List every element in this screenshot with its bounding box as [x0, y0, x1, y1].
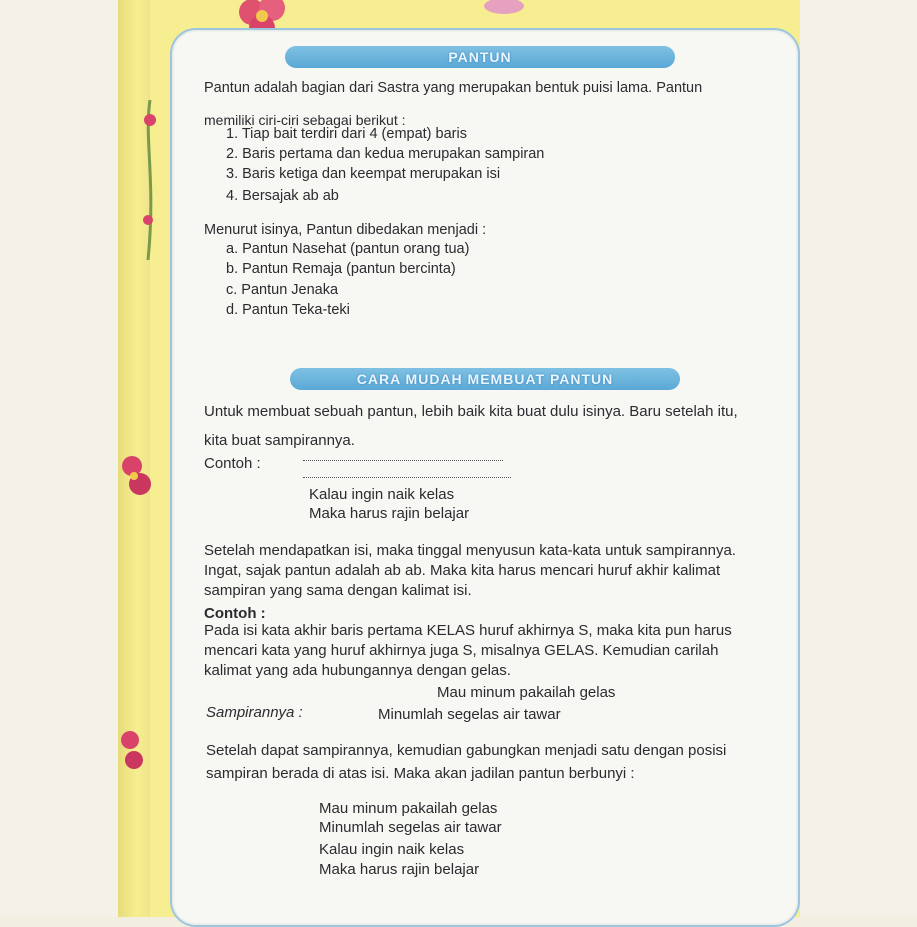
jenis-item: d. Pantun Teka-teki	[226, 302, 350, 318]
sampiran-line: Mau minum pakailah gelas	[437, 684, 616, 701]
heading-cara-mudah: CARA MUDAH MEMBUAT PANTUN	[290, 368, 680, 390]
contoh-label: Contoh :	[204, 455, 261, 472]
setelah-line: sampiran yang sama dengan kalimat isi.	[204, 582, 472, 599]
flower-decoration-left-3	[140, 100, 160, 260]
heading-pantun: PANTUN	[285, 46, 675, 68]
intro-line-2: memiliki ciri-ciri sebagai berikut :	[204, 112, 406, 128]
ciri-item: 2. Baris pertama dan kedua merupakan sampiran	[226, 146, 545, 162]
intro-line-1: Pantun adalah bagian dari Sastra yang merupakan bentuk puisi lama. Pantun	[204, 80, 703, 96]
sampiran-line: Minumlah segelas air tawar	[378, 706, 561, 723]
setelah-line: Setelah mendapatkan isi, maka tinggal menyusun kata-kata untuk sampirannya.	[204, 542, 736, 559]
cara-line-1: Untuk membuat sebuah pantun, lebih baik kita buat dulu isinya. Baru setelah itu,	[204, 403, 738, 420]
isi-line: Kalau ingin naik kelas	[309, 486, 455, 503]
gabung-line: sampiran berada di atas isi. Maka akan jadilan pantun berbunyi :	[206, 765, 635, 782]
jenis-item: a. Pantun Nasehat (pantun orang tua)	[226, 241, 470, 257]
pada-line: kalimat yang ada hubungannya dengan gelas.	[204, 662, 511, 679]
jenis-item: b. Pantun Remaja (pantun bercinta)	[226, 261, 456, 277]
contoh-2-label: Contoh :	[204, 605, 266, 622]
flower-decoration-top-right	[482, 0, 526, 16]
gabung-line: Setelah dapat sampirannya, kemudian gabungkan menjadi satu dengan posisi	[206, 742, 727, 759]
pantun-line: Kalau ingin naik kelas	[319, 841, 465, 858]
menurut-isinya: Menurut isinya, Pantun dibedakan menjadi :	[204, 222, 487, 238]
cara-line-2: kita buat sampirannya.	[204, 432, 355, 449]
background-right	[800, 0, 917, 917]
background-left	[0, 0, 118, 917]
ciri-item: 4. Bersajak ab ab	[226, 188, 339, 204]
pantun-line: Mau minum pakailah gelas	[319, 800, 498, 817]
ciri-item: 3. Baris ketiga dan keempat merupakan isi	[226, 166, 501, 182]
isi-line: Maka harus rajin belajar	[309, 505, 470, 522]
pada-line: mencari kata yang huruf akhirnya juga S, misalnya GELAS. Kemudian carilah	[204, 642, 719, 659]
dotted-line	[303, 460, 503, 461]
jenis-item: c. Pantun Jenaka	[226, 282, 339, 298]
pantun-line: Minumlah segelas air tawar	[319, 819, 502, 836]
ciri-item: 1. Tiap bait terdiri dari 4 (empat) baris	[226, 126, 467, 142]
flower-decoration-left-1	[120, 450, 156, 510]
dotted-line	[303, 477, 511, 478]
flower-decoration-left-2	[120, 720, 150, 780]
pantun-line: Maka harus rajin belajar	[319, 861, 480, 878]
setelah-line: Ingat, sajak pantun adalah ab ab. Maka kita harus mencari huruf akhir kalimat	[204, 562, 721, 579]
sampiran-label: Sampirannya :	[206, 704, 303, 721]
pada-line: Pada isi kata akhir baris pertama KELAS huruf akhirnya S, maka kita pun harus	[204, 622, 732, 639]
